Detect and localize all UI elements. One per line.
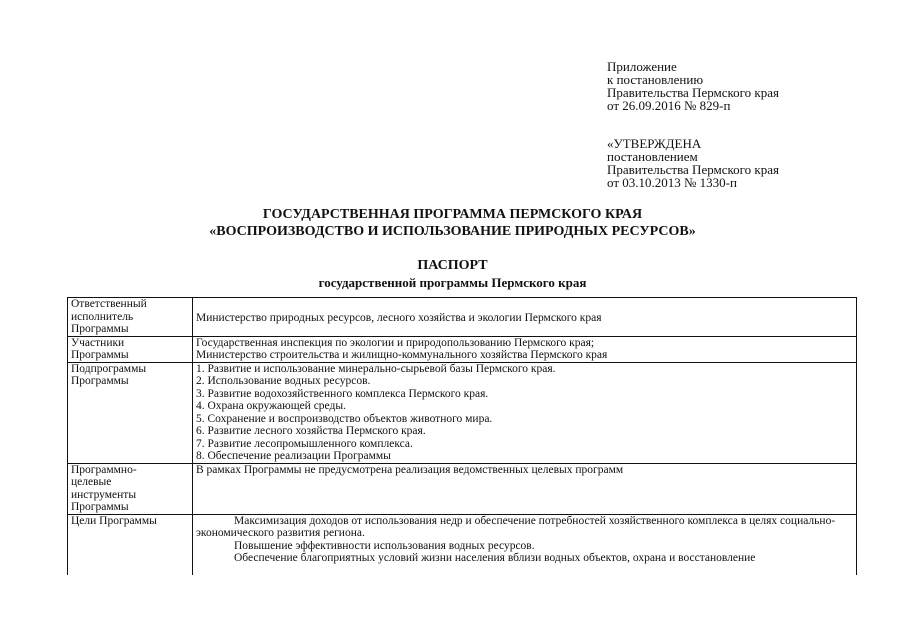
program-title [0, 206, 905, 240]
row-label [68, 298, 193, 337]
content-paragraph: Обеспечение благоприятных условий жизни населения вблизи водных объектов, охрана и восстановление [234, 552, 756, 564]
content-line: Министерство природных ресурсов, лесного хозяйства и экологии Пермского края [196, 312, 602, 324]
label-line: Программы [71, 323, 129, 335]
row-content [193, 514, 857, 575]
approval-line: Правительства Пермского края [607, 162, 779, 177]
row-content [193, 463, 857, 514]
row-label [68, 362, 193, 463]
label-line: Участники [71, 336, 125, 349]
label-line: Ответственный [71, 298, 147, 310]
table-row [68, 362, 857, 463]
content-paragraph: Повышение эффективности использования водных ресурсов. [234, 539, 535, 552]
passport-heading-block [0, 257, 905, 291]
label-line: Программы [71, 375, 129, 387]
appendix-line: Приложение [607, 59, 677, 74]
program-title-line2: «ВОСПРОИЗВОДСТВО И ИСПОЛЬЗОВАНИЕ ПРИРОДНЫХ РЕСУРСОВ» [209, 224, 696, 239]
label-line: Программы [71, 349, 129, 361]
row-content [193, 298, 857, 337]
table-row [68, 463, 857, 514]
appendix-line: Правительства Пермского края [607, 85, 779, 100]
passport-heading: ПАСПОРТ [417, 258, 488, 273]
content-line: 4. Охрана окружающей среды. [196, 400, 346, 412]
content-line: Государственная инспекция по экологии и природопользованию Пермского края; [196, 336, 595, 349]
content-line: Министерство строительства и жилищно-коммунального хозяйства Пермского края [196, 349, 608, 361]
content-line: 5. Сохранение и воспроизводство объектов животного мира. [196, 412, 493, 425]
content-line: 8. Обеспечение реализации Программы [196, 450, 391, 462]
row-label [68, 514, 193, 575]
row-label [68, 463, 193, 514]
label-line: исполнитель [71, 310, 134, 323]
content-line: 6. Развитие лесного хозяйства Пермского края. [196, 425, 426, 437]
content-line: 7. Развитие лесопромышленного комплекса. [196, 437, 413, 450]
row-label [68, 336, 193, 362]
table-row [68, 336, 857, 362]
row-content [193, 362, 857, 463]
approval-line: постановлением [607, 149, 698, 164]
label-line: целевые [71, 476, 112, 488]
label-line: Программно- [71, 463, 137, 476]
approval-line: от 03.10.2013 № 1330-п [607, 175, 737, 190]
approval-line: «УТВЕРЖДЕНА [607, 136, 702, 151]
table-row [68, 514, 857, 575]
program-title-line1: ГОСУДАРСТВЕННАЯ ПРОГРАММА ПЕРМСКОГО КРАЯ [262, 207, 643, 222]
label-line: Подпрограммы [71, 362, 147, 375]
label-line: инструменты [71, 488, 137, 501]
content-paragraph: Максимизация доходов от использования недр и обеспечение потребностей хозяйственного комплекса в целях социально-экономического развития региона. [196, 514, 836, 539]
passport-subheading: государственной программы Пермского края [318, 275, 587, 290]
passport-table [67, 297, 857, 575]
content-line: 1. Развитие и использование минерально-сырьевой базы Пермского края. [196, 362, 556, 375]
row-content [193, 336, 857, 362]
label-line: Программы [71, 501, 129, 513]
appendix-line: от 26.09.2016 № 829-п [607, 98, 731, 113]
label-line: Цели Программы [71, 514, 157, 527]
appendix-line: к постановлению [607, 72, 704, 87]
appendix-block [607, 60, 779, 112]
approval-block [607, 137, 779, 189]
table-row [68, 298, 857, 337]
content-line: 3. Развитие водохозяйственного комплекса Пермского края. [196, 387, 489, 400]
content-line: В рамках Программы не предусмотрена реализация ведомственных целевых программ [196, 463, 624, 476]
content-line: 2. Использование водных ресурсов. [196, 375, 371, 387]
